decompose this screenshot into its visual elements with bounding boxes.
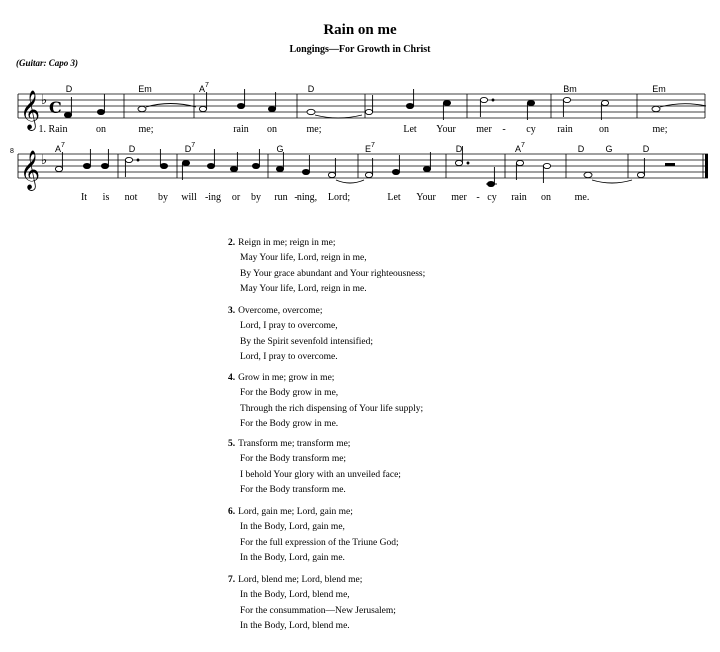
chord-symbol: D: [455, 144, 463, 154]
verse-line: In the Body, Lord, blend me.: [240, 620, 350, 631]
verse-line: I behold Your glory with an unveiled face;: [240, 469, 401, 480]
song-title: Rain on me: [323, 22, 397, 38]
verse-line: Lord, I pray to overcome,: [240, 321, 338, 332]
verse-4: [228, 371, 423, 432]
lyric-syllable: on: [541, 192, 551, 203]
chord-symbol: D: [65, 84, 73, 94]
lyric-syllable: Let: [387, 192, 401, 203]
lyric-syllable: Let: [403, 124, 417, 135]
lyric-syllable: Your: [436, 124, 456, 135]
verse-number: 3.: [228, 306, 236, 316]
verse-line: For the consummation—New Jerusalem;: [240, 605, 396, 616]
verse-line: For the full expression of the Triune God;: [240, 537, 399, 548]
chord-symbol: G: [605, 144, 613, 154]
chord-symbol: G: [276, 144, 284, 154]
verse-line: For the Body transform me.: [240, 484, 346, 495]
chord-symbol: $D^7$: [184, 142, 196, 154]
capo-note: (Guitar: Capo 3): [16, 58, 79, 68]
verse-7: [228, 573, 396, 634]
verse-line: May Your life, Lord, reign in me,: [240, 253, 367, 264]
verse-line: 3. Overcome, overcome;: [228, 306, 323, 316]
lyric-syllable: -: [294, 192, 298, 203]
lyric-syllable: Your: [416, 192, 436, 203]
chord-symbol: Em: [138, 84, 152, 94]
verse-number: 4.: [228, 373, 236, 383]
lyric-syllable: me;: [306, 124, 322, 135]
lyric-syllable: Lord;: [327, 192, 351, 203]
svg-text:♭: ♭: [41, 93, 48, 108]
verse-line: May Your life, Lord, reign in me.: [240, 283, 367, 294]
song-subtitle: Longings—For Growth in Christ: [289, 44, 431, 55]
lyric-syllable: run: [274, 192, 288, 203]
verse-line: 7. Lord, blend me; Lord, blend me;: [228, 575, 363, 585]
lyric-syllable: 1. Rain: [38, 124, 68, 135]
verse-line: 2. Reign in me; reign in me;: [228, 238, 336, 248]
lyric-syllable: -: [476, 192, 480, 203]
lyric-syllable: me;: [138, 124, 154, 135]
verse-line: By the Spirit sevenfold intensified;: [240, 336, 373, 347]
lyric-syllable: rain: [557, 124, 573, 135]
lyric-syllable: cy: [526, 124, 536, 135]
verse-3: [228, 304, 373, 365]
lyric-syllable: ning,: [296, 192, 318, 203]
verse-line: Lord, I pray to overcome.: [240, 351, 338, 362]
lyric-syllable: will: [181, 192, 197, 203]
chord-symbol: D: [577, 144, 585, 154]
chord-symbol: D: [307, 84, 315, 94]
lyric-syllable: on: [267, 124, 277, 135]
verse-line: For the Body transform me;: [240, 454, 347, 465]
lyric-syllable: me;: [652, 124, 668, 135]
chord-symbol: $A^7$: [515, 142, 525, 154]
lyric-syllable: rain: [511, 192, 527, 203]
lyric-syllable: me.: [574, 192, 590, 203]
lyric-syllable: by: [158, 192, 168, 203]
lyric-syllable: or: [231, 192, 241, 203]
svg-text:𝄞: 𝄞: [20, 90, 41, 130]
verse-line: 5. Transform me; transform me;: [228, 439, 351, 449]
verse-number: 7.: [228, 575, 236, 585]
svg-text:C: C: [49, 98, 62, 117]
lyric-syllable: not: [124, 192, 138, 203]
verse-number: 2.: [228, 238, 236, 248]
chord-symbol: $A^7$: [199, 82, 209, 94]
lyric-syllable: on: [599, 124, 609, 135]
measure-number: 8: [10, 148, 14, 155]
verse-5: [228, 437, 401, 498]
lyric-syllable: cy: [487, 192, 497, 203]
verse-line: 6. Lord, gain me; Lord, gain me;: [228, 507, 353, 517]
verse-2: [228, 236, 425, 297]
svg-text:♭: ♭: [41, 153, 48, 168]
verse-6: [228, 505, 399, 566]
chord-symbol: $A^7$: [55, 142, 65, 154]
lyric-syllable: mer: [476, 124, 492, 135]
chord-symbol: Bm: [563, 84, 577, 94]
svg-text:𝄞: 𝄞: [20, 150, 41, 190]
lyric-syllable: by: [251, 192, 261, 203]
verse-line: 4. Grow in me; grow in me;: [228, 373, 335, 383]
lyric-syllable: -ing: [204, 192, 222, 203]
chord-symbol: $E^7$: [365, 142, 375, 154]
lyric-syllable: It: [80, 192, 88, 203]
lyric-syllable: rain: [233, 124, 249, 135]
verse-line: Through the rich dispensing of Your life supply;: [240, 403, 424, 414]
verse-line: For the Body grow in me,: [240, 388, 339, 399]
lyric-syllable: -: [502, 124, 506, 135]
verse-line: In the Body, Lord, gain me,: [240, 522, 345, 533]
lyric-syllable: mer: [451, 192, 467, 203]
verse-number: 5.: [228, 439, 236, 449]
chord-symbol: D: [128, 144, 136, 154]
verse-line: By Your grace abundant and Your righteousness;: [240, 268, 426, 279]
verse-number: 6.: [228, 507, 236, 517]
verse-line: In the Body, Lord, gain me.: [240, 552, 345, 563]
lyric-syllable: is: [102, 192, 110, 203]
chord-symbol: Em: [652, 84, 666, 94]
chord-symbol: D: [642, 144, 650, 154]
verse-line: For the Body grow in me.: [240, 418, 339, 429]
verse-line: In the Body, Lord, blend me,: [240, 590, 350, 601]
lyric-syllable: on: [96, 124, 106, 135]
